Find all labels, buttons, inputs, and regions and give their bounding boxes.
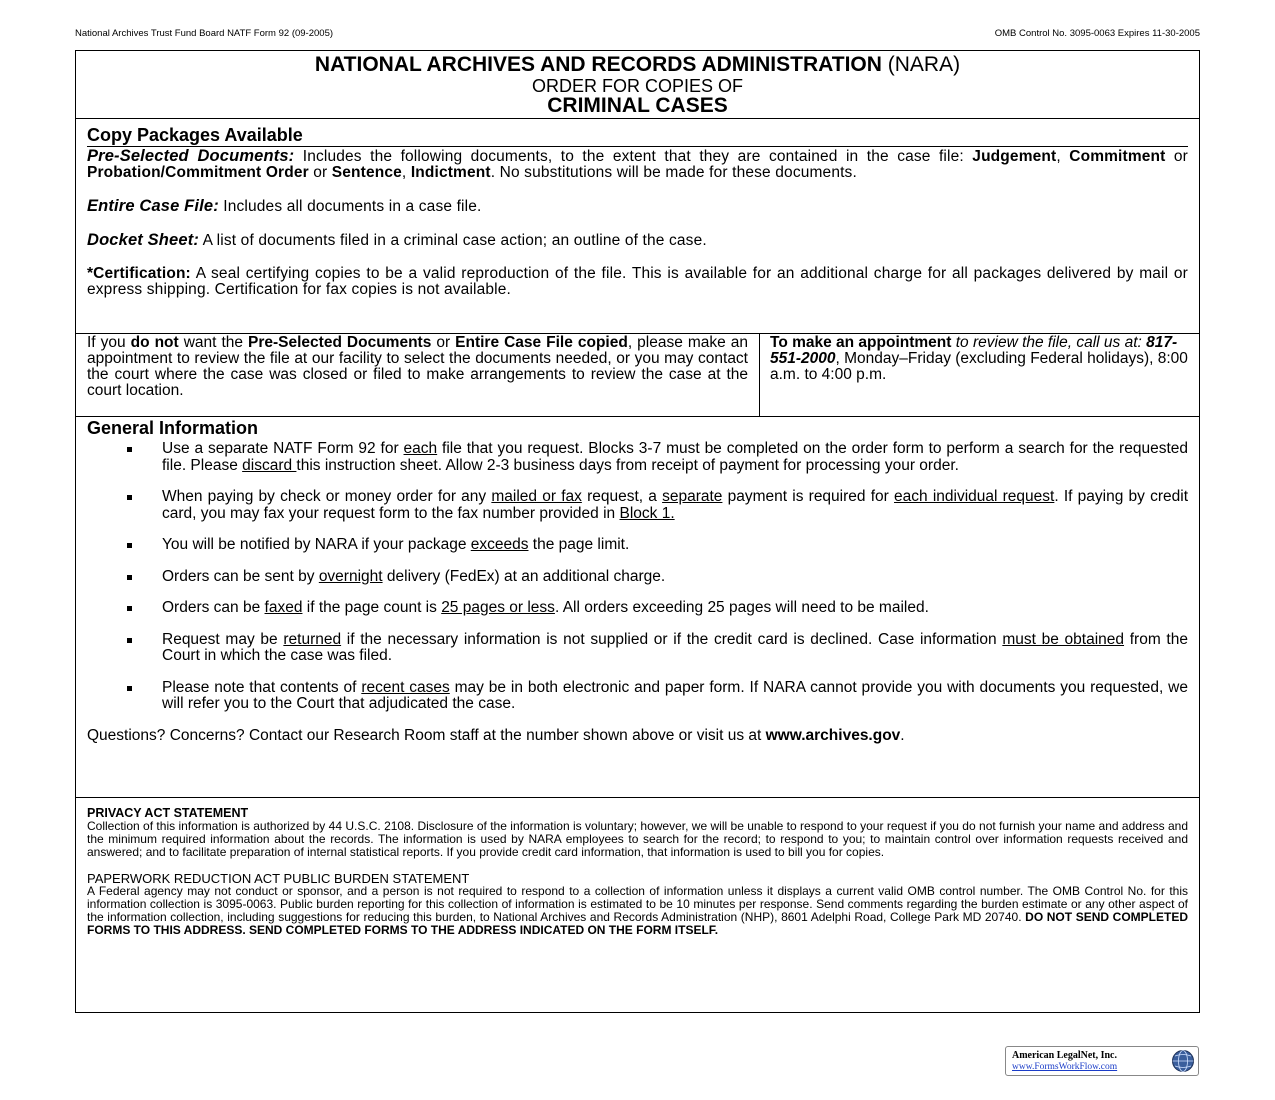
entire-case-paragraph: Entire Case File: Includes all documents in a case file. — [87, 197, 482, 215]
copy-packages-section — [76, 119, 1199, 334]
copy-packages-heading: Copy Packages Available — [87, 124, 1188, 147]
paperwork-text: A Federal agency may not conduct or sponsor, and a person is not required to respond to a collection of information unless it displays a current valid OMB control number. The OMB Control No. for this information collection is 3095-0063. Public burden reporting for this collection of information is estimated to be 10 minutes per response. Send comments regarding the burden estimate or any other aspect of the information collection, including suggestions for reducing this burden, to National Archives and Records Administration (NHP), 8601 Adelphi Road, College Park MD 20740. DO NOT SEND COMPLETED FORMS TO THIS ADDRESS. SEND COMPLETED FORMS TO THE ADDRESS INDICATED ON THE FORM ITSELF. — [87, 884, 1188, 937]
docket-sheet-paragraph: Docket Sheet: A list of documents filed in a criminal case action; an outline of the case. — [87, 231, 707, 249]
list-item: Use a separate NATF Form 92 for each file that you request. Blocks 3-7 must be completed on the order form to perform a search for the requested file. Please discard this instruction sheet. Allow 2-3 business days from receipt of payment for processing your order. — [87, 441, 1188, 474]
omb-control-line: OMB Control No. 3095-0063 Expires 11-30-2005 — [994, 28, 1200, 39]
certification-paragraph: *Certification: A seal certifying copies to be a valid reproduction of the file. This is available for an additional charge for all packages delivered by mail or express shipping. Certification for fax copies is not available. — [87, 265, 1188, 298]
bullet-icon — [127, 543, 132, 548]
appointment-row — [76, 334, 1199, 417]
privacy-text: Collection of this information is authorized by 44 U.S.C. 2108. Disclosure of the information is voluntary; however, we will be unable to respond to your request if you do not furnish your name and address and the minimum required information about the records. The information is used by NARA employees to search for the record; to respond to you; to maintain control over information requests received and answered; and to facilitate preparation of internal statistical reports. If you provide credit card information, that information is used to bill you for copies. — [87, 819, 1188, 859]
list-item: Orders can be sent by overnight delivery (FedEx) at an additional charge. — [87, 569, 1188, 586]
bullet-icon — [127, 686, 132, 691]
list-item: Please note that contents of recent cases may be in both electronic and paper form. If NARA cannot provide you with documents you requested, we will refer you to the Court that adjudicated the case. — [87, 680, 1188, 713]
bullet-icon — [127, 495, 132, 500]
privacy-section — [76, 798, 1199, 937]
website-link[interactable]: www.archives.gov — [765, 726, 901, 744]
bullet-icon — [127, 638, 132, 643]
form-id-line: National Archives Trust Fund Board NATF Form 92 (09-2005) — [75, 28, 334, 39]
paperwork-title: PAPERWORK REDUCTION ACT PUBLIC BURDEN STATEMENT — [87, 871, 470, 886]
list-item: Request may be returned if the necessary information is not supplied or if the credit card is declined. Case information must be obtained from the Court in which the case was filed. — [87, 632, 1188, 665]
list-item: When paying by check or money order for any mailed or fax request, a separate payment is required for each individual request. If paying by credit card, you may fax your request form to the fax number provided in Block 1. — [87, 489, 1188, 522]
privacy-title: PRIVACY ACT STATEMENT — [87, 806, 249, 820]
logo-url-link[interactable]: www.FormsWorkFlow.com — [1012, 1062, 1118, 1072]
general-info-heading: General Information — [87, 418, 259, 438]
agency-title: NATIONAL ARCHIVES AND RECORDS ADMINISTRATION (NARA) — [314, 53, 961, 76]
form-header — [76, 51, 1199, 119]
bullet-icon — [127, 447, 132, 452]
form-title: CRIMINAL CASES — [547, 94, 728, 117]
bullet-icon — [127, 575, 132, 580]
legalnet-logo — [1005, 1046, 1199, 1076]
logo-company-name: American LegalNet, Inc. — [1012, 1050, 1117, 1061]
general-info-section — [76, 417, 1199, 798]
phone-number: 817-551-2000 — [770, 334, 1178, 367]
bullet-icon — [127, 606, 132, 611]
list-item: You will be notified by NARA if your package exceeds the page limit. — [87, 537, 1188, 554]
preselected-paragraph: Pre-Selected Documents: Includes the following documents, to the extent that they are contained in the case file: Judgement, Commitment or Probation/Commitment Order or Sentence, Indictment. No substitutions will be made for these documents. — [87, 147, 1188, 181]
questions-line: Questions? Concerns? Contact our Research Room staff at the number shown above or visit us at www.archives.gov. — [87, 726, 905, 744]
form-box — [75, 50, 1200, 1013]
form-subtitle: ORDER FOR COPIES OF — [531, 76, 744, 96]
globe-icon — [1171, 1049, 1195, 1073]
review-file-note: If you do not want the Pre-Selected Documents or Entire Case File copied, please make an appointment to review the file at our facility to select the documents needed, or you may contact the court where the case was closed or filed to make arrangements to review the case at the court location. — [76, 334, 760, 416]
general-info-list — [87, 441, 1188, 713]
appointment-note: To make an appointment to review the file, call us at: 817-551-2000, Monday–Friday (excluding Federal holidays), 8:00 a.m. to 4:00 p.m. — [770, 334, 1188, 383]
list-item: Orders can be faxed if the page count is 25 pages or less. All orders exceeding 25 pages will need to be mailed. — [87, 600, 1188, 617]
